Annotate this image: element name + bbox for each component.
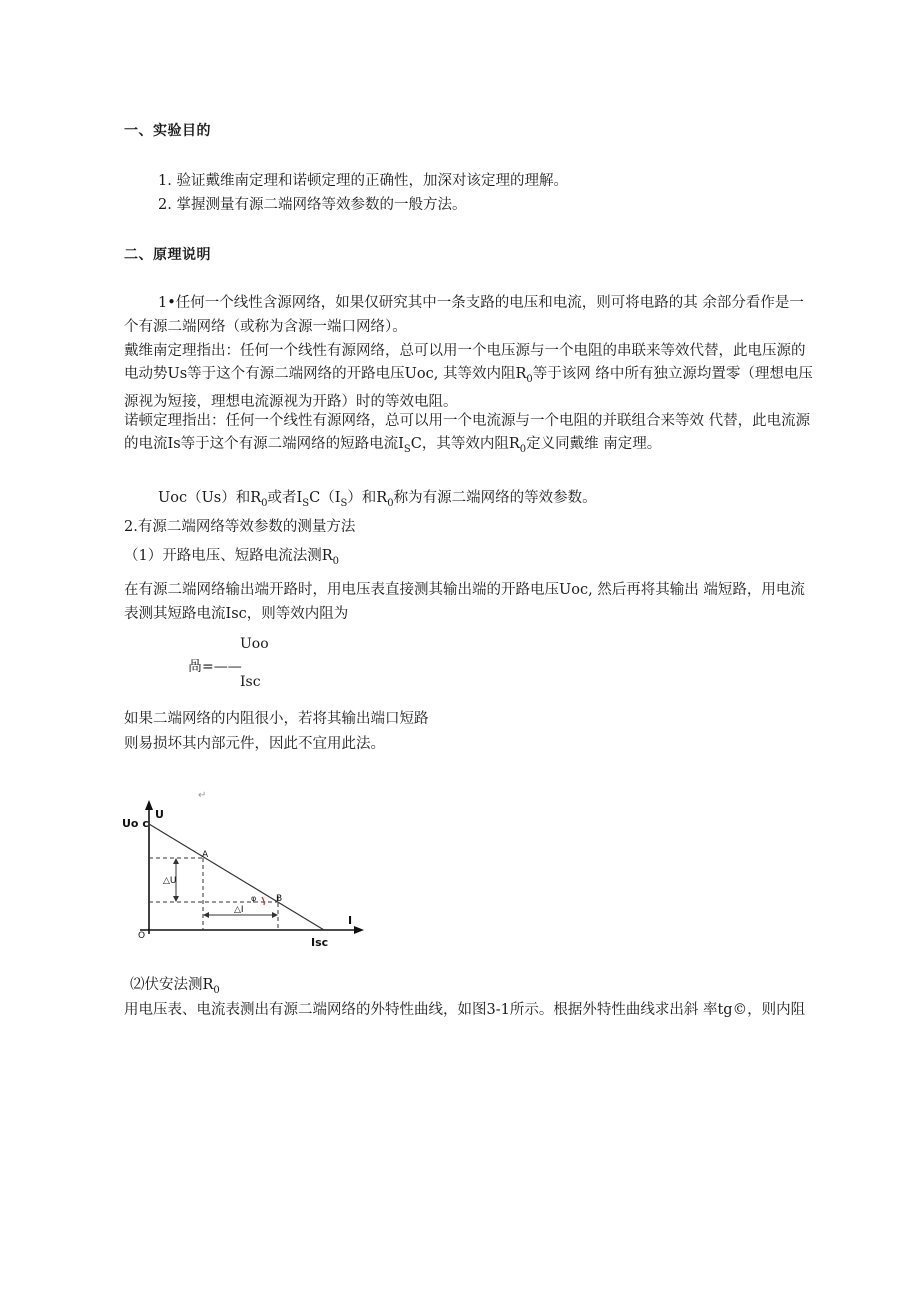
equivalent-params-line: Uoc（Us）和$R_0$或者$I_SC(I_S)$和$R_0$称为有源二端网络的等效参数。	[158, 490, 597, 509]
y-axis-arrow	[145, 800, 153, 810]
formula-numerator: Uoo	[240, 636, 269, 652]
method1-text: 在有源二端网络输出端开路时，用电压表直接测其输出端的开路电压Uoc, 然后再将其输出 端短路，用电流表测其短路电流Isc，则等效内阻为	[124, 582, 805, 622]
purpose-item-1: 1. 验证戴维南定理和诺顿定理的正确性，加深对该定理的理解。	[158, 173, 568, 189]
delta-i-arrow-head-right	[272, 912, 278, 918]
warning-line-1: 如果二端网络的内阻很小，若将其输出端口短路	[124, 711, 429, 727]
figure-return-mark: ↵	[198, 790, 207, 801]
delta-u-label: △U	[163, 876, 177, 886]
point-a-label: A	[202, 850, 209, 860]
norton-paragraph: 诺顿定理指出：任何一个线性有源网络，总可以用一个电流源与一个电阻的并联组合来等效 代替，此电流源的电流Is等于这个有源二端网络的短路电流$I_SC$，其等效内阻$R_0$定义同戴维 南定理。	[124, 413, 811, 455]
i-axis-label: I	[348, 914, 353, 927]
formula-left: 咼=——	[188, 659, 242, 675]
method-title: 2.有源二端网络等效参数的测量方法	[124, 519, 356, 535]
method1-title: （1）开路电压、短路电流法测$R_0$	[124, 548, 340, 567]
point-b-label: B	[276, 894, 283, 904]
section-title-purpose: 一、实验目的	[124, 123, 211, 139]
section-title-principle: 二、原理说明	[124, 247, 211, 263]
x-axis-arrow	[354, 926, 364, 934]
isc-label: Isc	[311, 936, 329, 949]
principle-paragraph-1: 1•任何一个线性含源网络，如果仅研究其中一条支路的电压和电流，则可将电路的其 余部分看作是一个有源二端网络（或称为含源一端口网络）。	[124, 295, 804, 335]
delta-i-label: △I	[234, 905, 244, 915]
phi-angle-arc	[262, 897, 264, 905]
origin-label: O	[138, 931, 146, 941]
method2-title: ⑵伏安法测$R_0$	[130, 977, 220, 996]
formula-denominator: Isc	[240, 674, 261, 690]
phi-label: φ	[251, 894, 257, 903]
thevenin-paragraph: 戴维南定理指出：任何一个线性有源网络，总可以用一个电压源与一个电阻的串联来等效代替，此电压源的电动势Us等于这个有源二端网络的开路电压Uoc, 其等效内阻$R_0$等于该网 络中所有独立源均置零（理想电压源视为短接，理想电流源视为开路）时的等效电阻。	[124, 343, 813, 410]
delta-i-arrow-head-left	[203, 912, 209, 918]
delta-u-arrow-head-bottom	[173, 896, 179, 902]
uoc-label: Uo c	[122, 817, 149, 830]
method2-text: 用电压表、电流表测出有源二端网络的外特性曲线，如图3-1所示。根据外特性曲线求出斜 率tg©，则内阻	[124, 1002, 806, 1018]
purpose-item-2: 2. 掌握测量有源二端网络等效参数的一般方法。	[158, 197, 467, 213]
warning-line-2: 则易损坏其内部元件，因此不宜用此法。	[124, 736, 385, 752]
delta-u-arrow-head-top	[173, 858, 179, 864]
external-characteristic-figure	[118, 784, 378, 956]
u-axis-label: U	[155, 808, 164, 821]
